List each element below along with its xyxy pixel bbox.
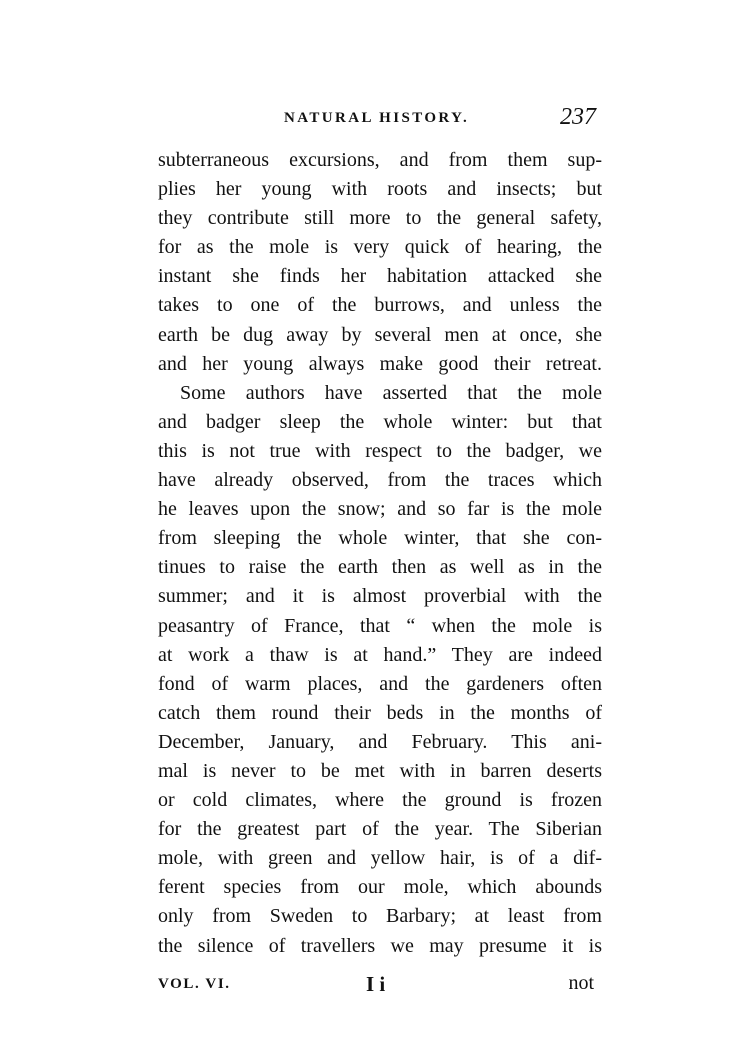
text-line: this is not true with respect to the badger, we — [158, 439, 602, 462]
page-number: 237 — [560, 104, 596, 130]
text-line: at work a thaw is at hand.” They are indeed — [158, 643, 602, 666]
text-line: summer; and it is almost proverbial with the — [158, 585, 602, 608]
text-line: fond of warm places, and the gardeners often — [158, 672, 602, 695]
body-text — [158, 146, 602, 961]
text-line: for the greatest part of the year. The Siberian — [158, 818, 602, 841]
page-footer — [158, 972, 598, 1002]
text-line: he leaves upon the snow; and so far is the mole — [158, 498, 602, 521]
text-line: or cold climates, where the ground is frozen — [158, 789, 602, 812]
gathering-mark: I i — [366, 972, 386, 996]
text-line: plies her young with roots and insects; but — [158, 178, 602, 201]
text-line: and her young always make good their retreat. — [158, 352, 602, 375]
text-line: earth be dug away by several men at once, she — [158, 323, 602, 346]
text-line: from sleeping the whole winter, that she con- — [158, 527, 602, 550]
running-head — [158, 104, 598, 138]
text-line: have already observed, from the traces which — [158, 469, 602, 492]
text-line: ferent species from our mole, which abounds — [158, 876, 602, 899]
text-line: they contribute still more to the general safety, — [158, 207, 602, 230]
text-line: for as the mole is very quick of hearing, the — [158, 236, 602, 259]
text-line: mal is never to be met with in barren deserts — [158, 759, 602, 782]
text-line: and badger sleep the whole winter: but that — [158, 410, 602, 433]
text-line: catch them round their beds in the months of — [158, 701, 602, 724]
text-line: December, January, and February. This ani- — [158, 730, 602, 753]
text-line: the silence of travellers we may presume it is — [158, 934, 602, 957]
catchword: not — [568, 972, 594, 994]
text-line: only from Sweden to Barbary; at least from — [158, 905, 602, 928]
text-line: peasantry of France, that “ when the mole is — [158, 614, 602, 637]
paragraph-start-line: Some authors have asserted that the mole — [180, 381, 602, 404]
text-line: takes to one of the burrows, and unless the — [158, 294, 602, 317]
text-line: instant she finds her habitation attacked she — [158, 265, 602, 288]
running-title: NATURAL HISTORY. — [284, 110, 470, 126]
volume-signature: VOL. VI. — [158, 976, 231, 992]
text-line: tinues to raise the earth then as well as in the — [158, 556, 602, 579]
text-line: mole, with green and yellow hair, is of a dif- — [158, 847, 602, 870]
text-line: subterraneous excursions, and from them sup- — [158, 149, 602, 171]
